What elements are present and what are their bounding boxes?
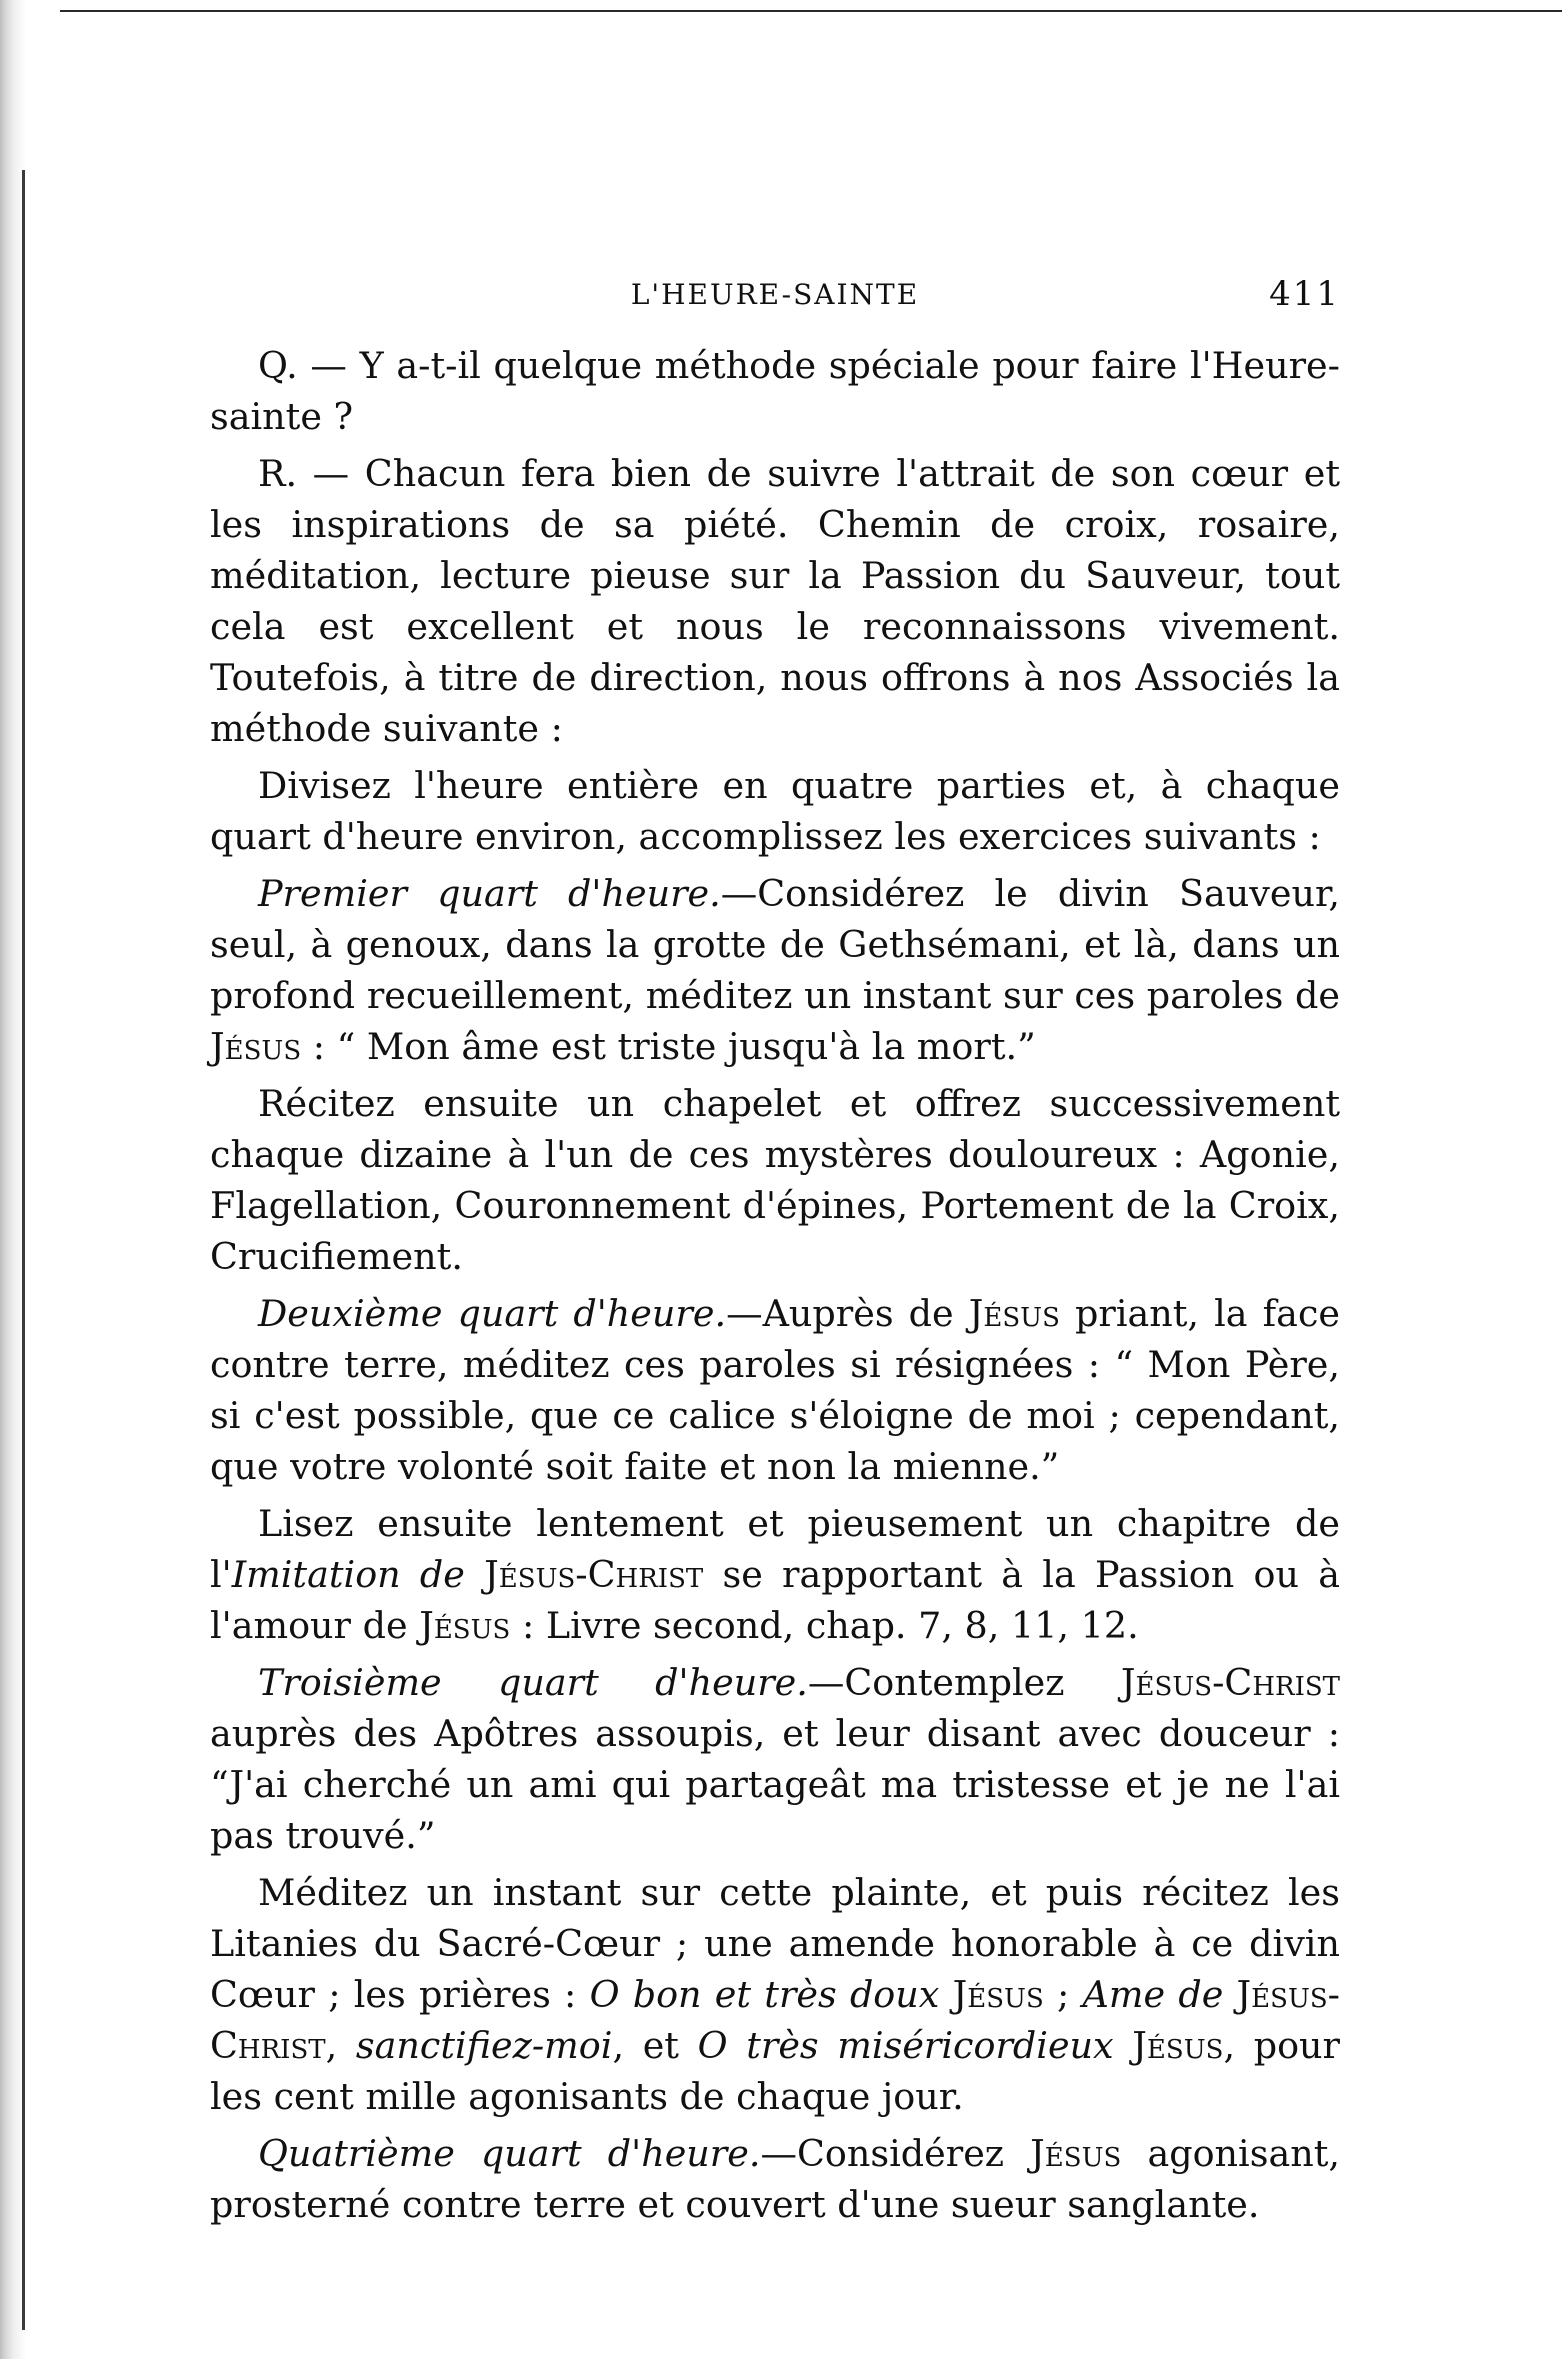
- answer-paragraph: [210, 448, 1340, 754]
- name-jesus-christ: Jésus-Christ: [210, 1973, 1341, 2067]
- page-header: [210, 272, 1340, 322]
- running-title: L'HEURE-SAINTE: [630, 278, 920, 311]
- question-paragraph: [210, 340, 1340, 442]
- page-number: 411: [1269, 274, 1340, 314]
- intro-paragraph: Divisez l'heure entière en quatre parties et, à chaque quart d'heure environ, accomplissez les exercices suivants :: [210, 764, 1340, 858]
- separator: ;: [1043, 1973, 1083, 2016]
- second-quarter-follow: [210, 1498, 1340, 1651]
- first-quarter-quote: : “ Mon âme est triste jusqu'à la mort.”: [301, 1025, 1036, 1068]
- name-jesus: Jésus: [1132, 2024, 1224, 2067]
- second-quarter-paragraph: [210, 1288, 1340, 1492]
- prayer-o-tres: O très miséricordieux: [697, 2024, 1114, 2067]
- second-quarter-label: Deuxième quart d'heure.: [258, 1292, 727, 1335]
- prayer-ame-de: Ame de: [1082, 1973, 1224, 2016]
- fourth-quarter-label: Quatrième quart d'heure.: [258, 2132, 761, 2175]
- name-jesus-christ: Jésus-Christ: [484, 1553, 704, 1596]
- fourth-quarter-text-b: agonisant, prosterné contre terre et couvert d'une sueur sanglante.: [210, 2132, 1340, 2226]
- top-rule: [60, 10, 1562, 12]
- third-quarter-text: —Contemplez: [807, 1661, 1121, 1704]
- third-quarter-follow: [210, 1867, 1340, 2122]
- third-quarter-paragraph: [210, 1657, 1340, 1861]
- imitation-title: Imitation de: [231, 1553, 465, 1596]
- answer-prefix: R. —: [258, 452, 365, 495]
- prayer-o-bon: O bon et très doux: [589, 1973, 940, 2016]
- question-text: Y a-t-il quelque méthode spéciale pour faire l'Heure-sainte ?: [210, 344, 1340, 438]
- first-quarter-paragraph: [210, 868, 1340, 1072]
- second-quarter-text: —Auprès de: [726, 1292, 969, 1335]
- first-quarter-label: Premier quart d'heure.: [258, 872, 721, 915]
- name-jesus: Jésus: [210, 1025, 302, 1068]
- first-quarter-follow: Récitez ensuite un chapelet et offrez successivement chaque dizaine à l'un de ces mystères douloureux : Agonie, Flagellation, Couronnement d'épines, Portement de la Croix, Crucifiement.: [210, 1082, 1340, 1278]
- name-jesus-christ: Jésus-Christ: [1120, 1661, 1341, 1704]
- third-quarter-label: Troisième quart d'heure.: [258, 1661, 808, 1704]
- separator: ,: [325, 2024, 356, 2067]
- third-quarter-quote: auprès des Apôtres assoupis, et leur disant avec douceur : “J'ai cherché un ami qui partageât ma tristesse et je ne l'ai pas trouvé.”: [210, 1712, 1340, 1857]
- second-follow-text-c: : Livre second, chap. 7, 8, 11, 12.: [510, 1604, 1139, 1647]
- third-follow-text: Méditez un instant sur cette plainte, et puis récitez les Litanies du Sacré-Cœur ; une amende honorable à ce divin Cœur ; les prières :: [210, 1871, 1340, 2016]
- name-jesus: Jésus: [1030, 2132, 1122, 2175]
- answer-text: Chacun fera bien de suivre l'attrait de son cœur et les inspirations de sa piété. Chemin de croix, rosaire, méditation, lecture pieuse sur la Passion du Sauveur, tout cela est excellent et nous le reconnaissons vivement. Toutefois, à titre de direction, nous offrons à nos Associés la méthode suivante :: [210, 452, 1340, 750]
- fourth-quarter-paragraph: [210, 2128, 1340, 2230]
- second-follow-text-b: se rapportant à la Passion ou à l'amour de: [210, 1553, 1340, 1647]
- third-follow-text-e: , pour les cent mille agonisants de chaque jour.: [210, 2024, 1341, 2118]
- question-prefix: Q. —: [258, 344, 360, 387]
- separator: , et: [612, 2024, 698, 2067]
- first-quarter-text: —Considérez le divin Sauveur, seul, à genoux, dans la grotte de Gethsémani, et là, dans un profond recueillement, méditez un instant sur ces paroles de: [210, 872, 1341, 1017]
- name-jesus: Jésus: [419, 1604, 511, 1647]
- prayer-sanctifiez: sanctifiez-moi: [355, 2024, 613, 2067]
- binding-edge: [0, 0, 40, 2359]
- second-follow-text: Lisez ensuite lentement et pieusement un chapitre de l': [210, 1502, 1340, 1596]
- page-body: [210, 340, 1340, 2236]
- second-quarter-quote: priant, la face contre terre, méditez ces paroles si résignées : “ Mon Père, si c'est possible, que ce calice s'éloigne de moi ; cependant, que votre volonté soit faite et non la mienne.”: [210, 1292, 1340, 1488]
- name-jesus: Jésus: [968, 1292, 1060, 1335]
- name-jesus: Jésus: [952, 1973, 1044, 2016]
- fourth-quarter-text: —Considérez: [760, 2132, 1031, 2175]
